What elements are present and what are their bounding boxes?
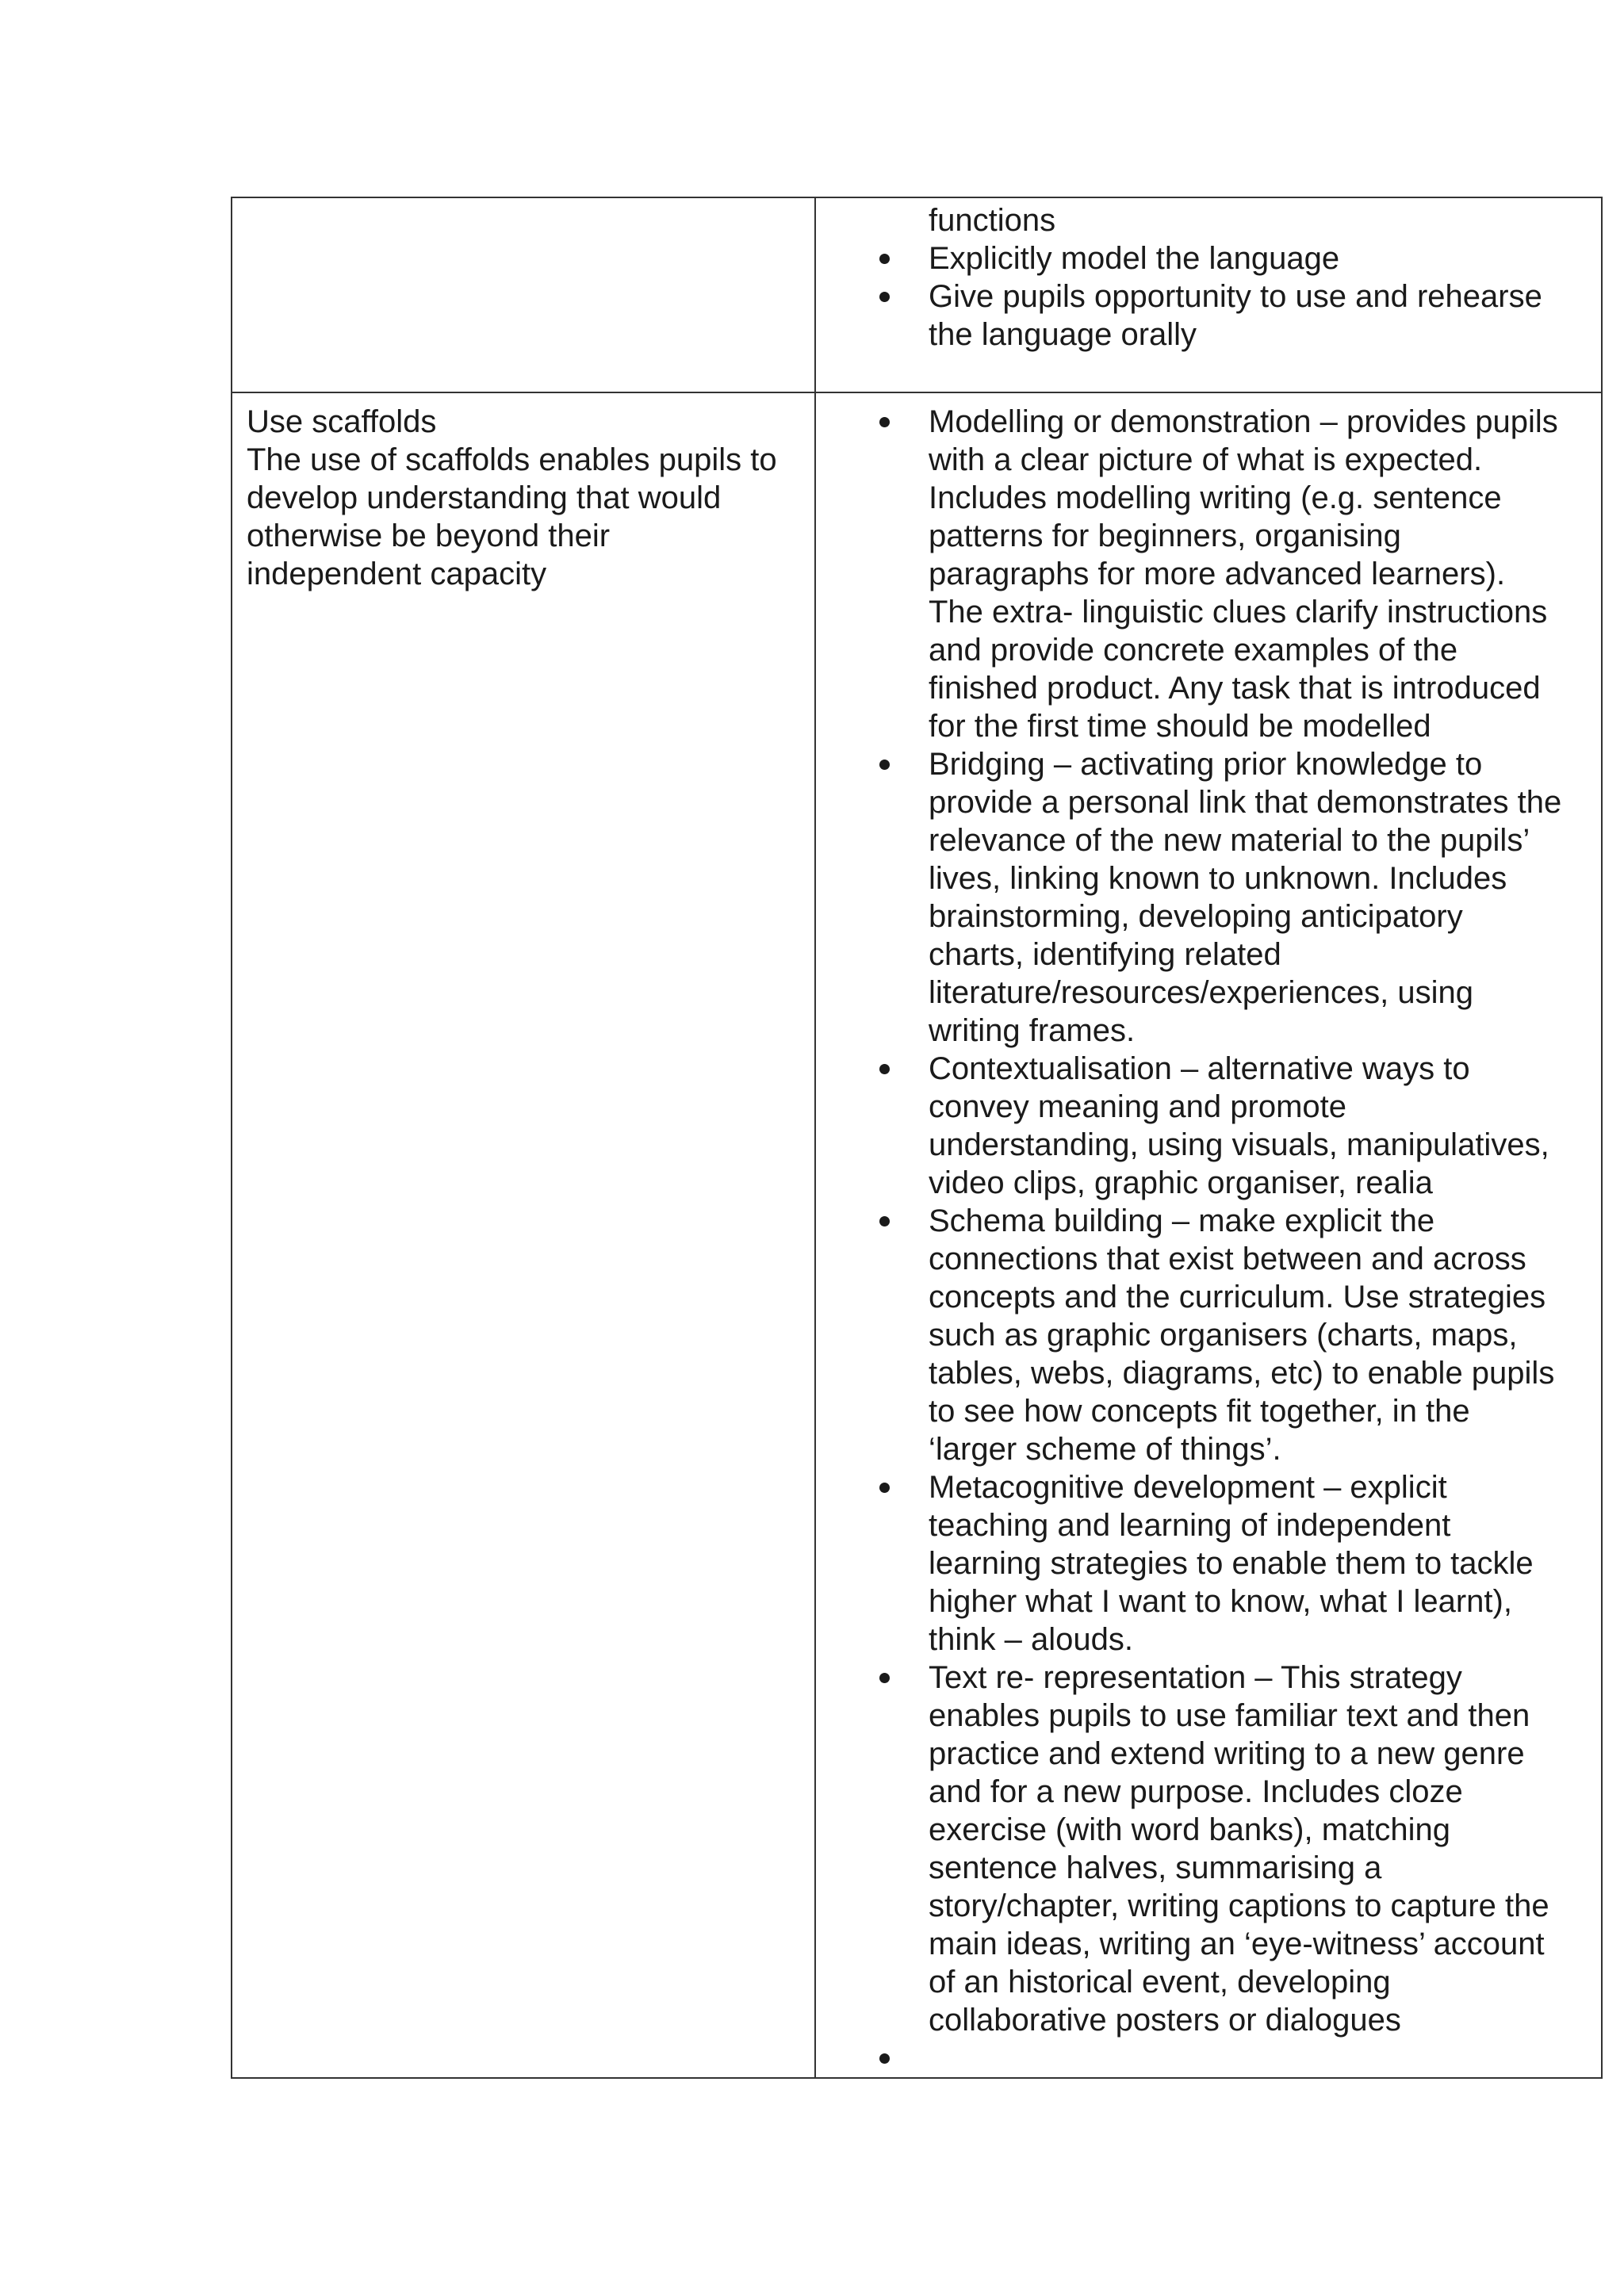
bullet-text-line: learning strategies to enable them to tackle — [929, 1546, 1534, 1581]
bullet-text-line: Modelling or demonstration – provides pupils — [929, 404, 1558, 439]
bullet-list-item — [816, 403, 1587, 745]
bullet-text-line: Metacognitive development – explicit — [929, 1470, 1447, 1505]
bullet-text-line: for the first time should be modelled — [929, 709, 1431, 744]
bullet-text-line: tables, webs, diagrams, etc) to enable pupils — [929, 1356, 1555, 1391]
cell-text-line: Use scaffolds — [247, 404, 437, 439]
bullet-text-line: brainstorming, developing anticipatory — [929, 899, 1463, 934]
bullet-text-line: main ideas, writing an ‘eye-witness’ account — [929, 1927, 1545, 1961]
bullet-dot-icon — [879, 2053, 890, 2064]
cell-text-line: The use of scaffolds enables pupils to — [247, 442, 777, 477]
bullet-dot-icon — [879, 417, 890, 427]
bullet-text-line: understanding, using visuals, manipulatives, — [929, 1127, 1549, 1162]
bullet-text-line: Give pupils opportunity to use and rehearse — [929, 279, 1542, 314]
bullet-continuation-text: functions — [929, 203, 1056, 238]
bullet-dot-icon — [879, 1216, 890, 1226]
bullet-list-item — [816, 239, 1587, 277]
bullet-text-line: the language orally — [929, 317, 1197, 352]
bullet-text-line: provide a personal link that demonstrates the — [929, 785, 1562, 820]
bullet-dot-icon — [879, 1064, 890, 1074]
bullet-text-line: exercise (with word banks), matching — [929, 1812, 1451, 1847]
cell-text-line: independent capacity — [247, 557, 547, 591]
bullet-text-line: lives, linking known to unknown. Includes — [929, 861, 1507, 896]
bullet-text-line: with a clear picture of what is expected. — [929, 442, 1483, 477]
bullet-text-line: relevance of the new material to the pupils’ — [929, 823, 1530, 858]
bullet-list-item — [816, 1468, 1587, 1659]
row2-right-cell — [815, 392, 1602, 2078]
bullet-text-line — [929, 2039, 1587, 2077]
bullet-text-line: Text re- representation – This strategy — [929, 1660, 1462, 1695]
bullet-text-line: writing frames. — [929, 1013, 1136, 1048]
bullet-text-line: higher what I want to know, what I learnt), — [929, 1584, 1512, 1619]
bullet-text-line: teaching and learning of independent — [929, 1508, 1451, 1543]
strategy-table — [231, 197, 1603, 2079]
bullet-text-line: finished product. Any task that is introduced — [929, 671, 1541, 706]
bullet-text-line: paragraphs for more advanced learners). — [929, 557, 1506, 591]
bullet-text-line: convey meaning and promote — [929, 1089, 1346, 1124]
bullet-text-line: sentence halves, summarising a — [929, 1850, 1382, 1885]
bullet-text-line: video clips, graphic organiser, realia — [929, 1165, 1433, 1200]
row1-left-cell — [232, 197, 815, 392]
bullet-text-line: practice and extend writing to a new genre — [929, 1736, 1525, 1771]
bullet-text-line: Explicitly model the language — [929, 241, 1340, 276]
row1-right-content — [816, 198, 1601, 354]
row2-bullet-list — [816, 403, 1587, 2077]
bullet-text-line: Schema building – make explicit the — [929, 1203, 1435, 1238]
bullet-dot-icon — [879, 292, 890, 302]
bullet-text-line: of an historical event, developing — [929, 1965, 1391, 1999]
bullet-list-item — [816, 2039, 1587, 2077]
bullet-text-line: Bridging – activating prior knowledge to — [929, 747, 1483, 782]
bullet-text-line: such as graphic organisers (charts, maps, — [929, 1318, 1518, 1353]
bullet-text-line: story/chapter, writing captions to capture the — [929, 1888, 1549, 1923]
row1-left-text — [232, 198, 814, 208]
bullet-list-item — [816, 1050, 1587, 1202]
cell-text-line: otherwise be beyond their — [247, 519, 611, 553]
bullet-text-line: enables pupils to use familiar text and then — [929, 1698, 1530, 1733]
row1-bullet-list — [816, 239, 1587, 354]
bullet-text-line: think – alouds. — [929, 1622, 1133, 1657]
cell-text-line: develop understanding that would — [247, 480, 722, 515]
bullet-dot-icon — [879, 760, 890, 770]
bullet-list-item — [816, 745, 1587, 1050]
bullet-list-item — [816, 277, 1587, 354]
row2-left-cell — [232, 392, 815, 2078]
bullet-dot-icon — [879, 254, 890, 264]
bullet-text-line: patterns for beginners, organising — [929, 519, 1401, 553]
bullet-text-line: connections that exist between and across — [929, 1242, 1526, 1276]
bullet-text-line: The extra- linguistic clues clarify instructions — [929, 595, 1548, 629]
table-row — [232, 197, 1602, 392]
bullet-text-line: literature/resources/experiences, using — [929, 975, 1474, 1010]
bullet-text-line: ‘larger scheme of things’. — [929, 1432, 1281, 1467]
row2-right-content — [816, 393, 1601, 2077]
bullet-dot-icon — [879, 1673, 890, 1683]
bullet-text-line: concepts and the curriculum. Use strategies — [929, 1280, 1546, 1314]
table-row — [232, 392, 1602, 2078]
bullet-text-line: to see how concepts fit together, in the — [929, 1394, 1470, 1429]
bullet-text-line: Includes modelling writing (e.g. sentence — [929, 480, 1502, 515]
bullet-text-line: and for a new purpose. Includes cloze — [929, 1774, 1463, 1809]
bullet-text-line: collaborative posters or dialogues — [929, 2003, 1401, 2038]
row1-right-cell — [815, 197, 1602, 392]
bullet-dot-icon — [879, 1483, 890, 1493]
bullet-list-item — [816, 1659, 1587, 2039]
bullet-text-line: and provide concrete examples of the — [929, 633, 1458, 668]
bullet-list-item — [816, 1202, 1587, 1468]
row2-left-text — [232, 393, 814, 593]
bullet-text-line: Contextualisation – alternative ways to — [929, 1051, 1470, 1086]
bullet-text-line: charts, identifying related — [929, 937, 1281, 972]
